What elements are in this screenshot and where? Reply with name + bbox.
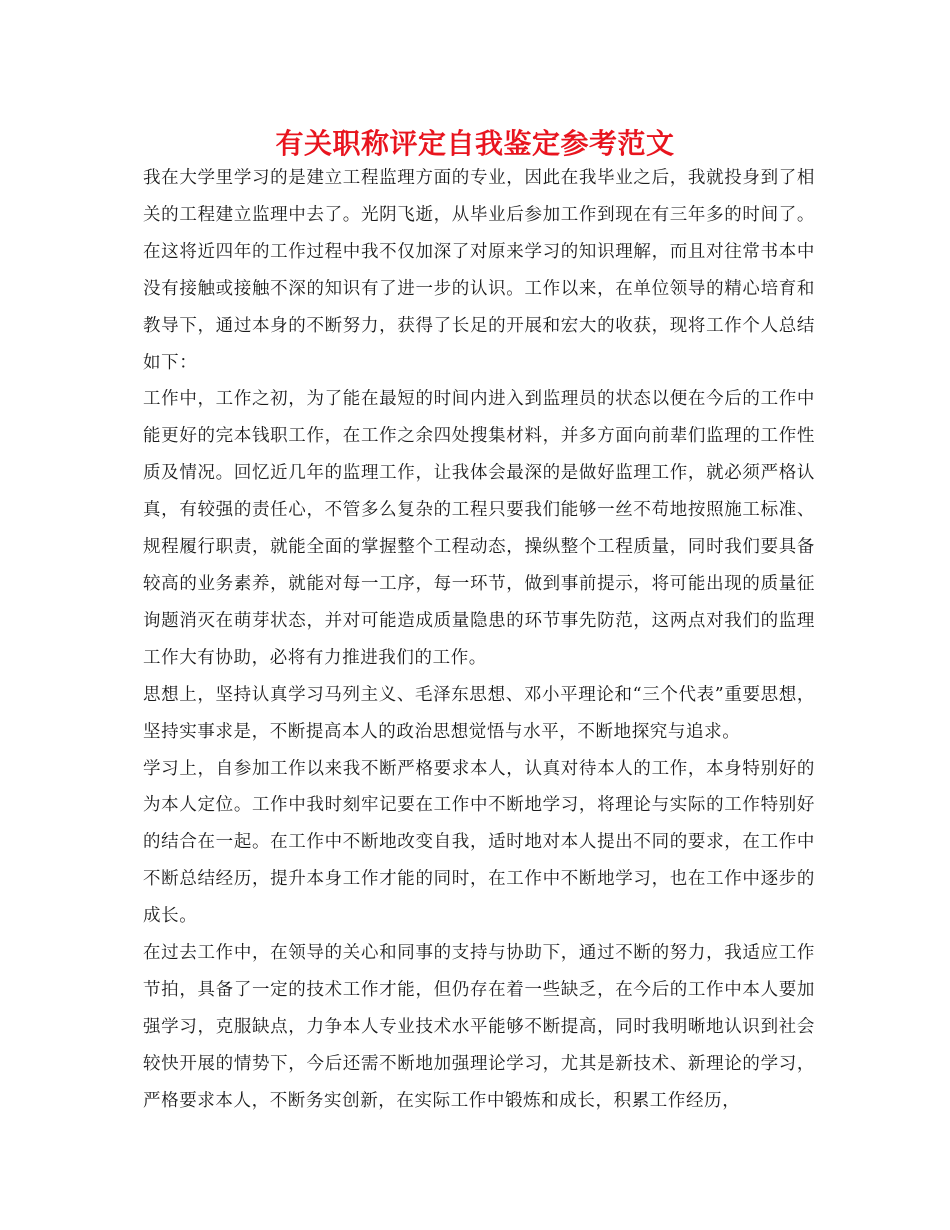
document-body bbox=[143, 160, 815, 1120]
paragraph-work: 工作中，工作之初，为了能在最短的时间内进入到监理员的状态以便在今后的工作中能更好的完本钱职工作，在工作之余四处搜集材料，并多方面向前辈们监理的工作性质及情况。回忆近几年的监理工作，让我体会最深的是做好监理工作，就必须严格认真，有较强的责任心，不管多么复杂的工程只要我们能够一丝不苟地按照施工标准、规程履行职责，就能全面的掌握整个工程动态，操纵整个工程质量，同时我们要具备较高的业务素养，就能对每一工序，每一环节，做到事前提示，将可能出现的质量征询题消灭在萌芽状态，并对可能造成质量隐患的环节事先防范，这两点对我们的监理工作大有协助，必将有力推进我们的工作。 bbox=[143, 389, 815, 668]
paragraph-intro: 我在大学里学习的是建立工程监理方面的专业，因此在我毕业之后，我就投身到了相关的工程建立监理中去了。光阴飞逝，从毕业后参加工作到现在有三年多的时间了。在这将近四年的工作过程中我不仅加深了对原来学习的知识理解，而且对往常书本中没有接触或接触不深的知识有了进一步的认识。工作以来，在单位领导的精心培育和教导下，通过本身的不断努力，获得了长足的开展和宏大的收获，现将工作个人总结如下： bbox=[143, 168, 815, 373]
document-title: 有关职称评定自我鉴定参考范文 bbox=[275, 127, 675, 160]
paragraph-study: 学习上，自参加工作以来我不断严格要求本人，认真对待本人的工作，本身特别好的为本人定位。工作中我时刻牢记要在工作中不断地学习，将理论与实际的工作特别好的结合在一起。在工作中不断地改变自我，适时地对本人提出不同的要求，在工作中不断总结经历，提升本身工作才能的同时，在工作中不断地学习，也在工作中逐步的成长。 bbox=[143, 758, 815, 927]
paragraph-outlook: 在过去工作中，在领导的关心和同事的支持与协助下，通过不断的努力，我适应工作节拍，具备了一定的技术工作才能，但仍存在着一些缺乏，在今后的工作中本人要加强学习，克服缺点，力争本人专业技术水平能够不断提高，同时我明晰地认识到社会较快开展的情势下，今后还需不断地加强理论学习，尤其是新技术、新理论的学习，严格要求本人，不断务实创新，在实际工作中锻炼和成长，积累工作经历， bbox=[143, 943, 815, 1111]
paragraph-ideology: 思想上，坚持认真学习马列主义、毛泽东思想、邓小平理论和“三个代表”重要思想，坚持实事求是，不断提高本人的政治思想觉悟与水平，不断地探究与追求。 bbox=[143, 684, 815, 742]
